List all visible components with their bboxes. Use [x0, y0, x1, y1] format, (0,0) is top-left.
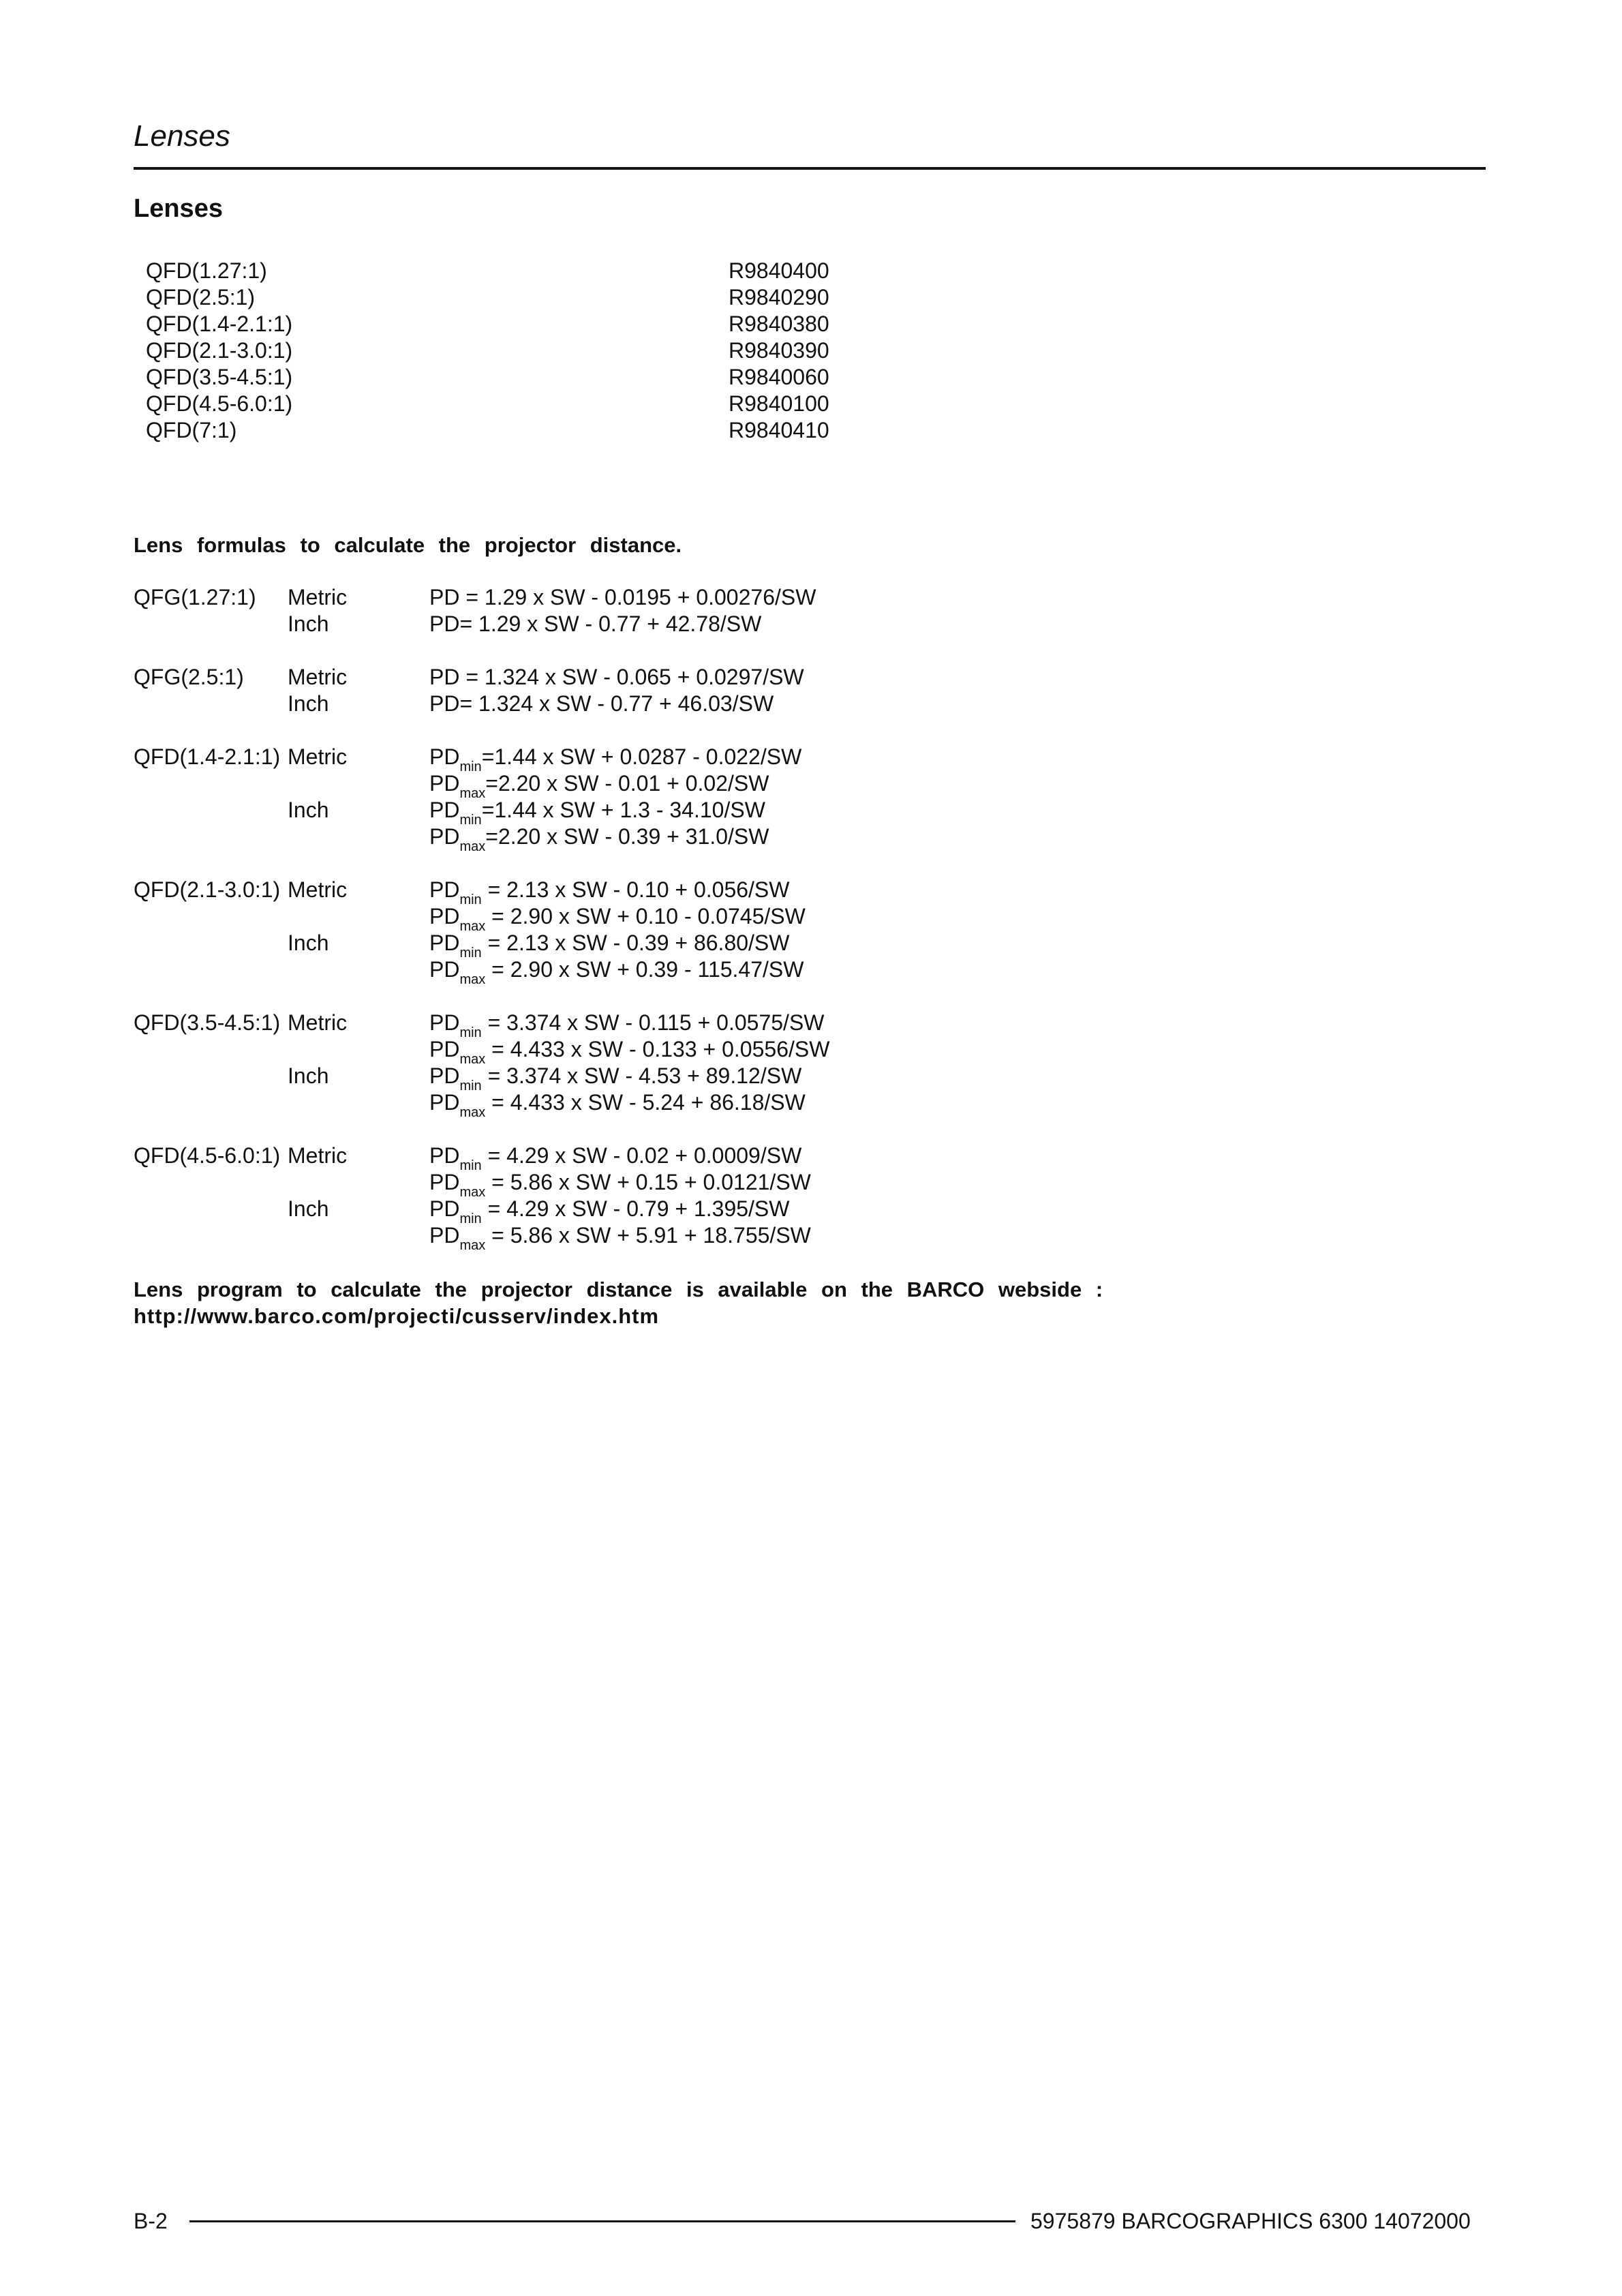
- lens-order-code: R9840410: [729, 418, 829, 442]
- lens-row: [146, 284, 896, 311]
- distance-formula: [429, 1222, 811, 1253]
- pd-symbol: PD: [429, 611, 460, 636]
- formula-row: [134, 1010, 1088, 1040]
- pd-symbol: PD: [429, 1223, 460, 1248]
- formula-expression: = 4.29 x SW - 0.79 + 1.395/SW: [481, 1196, 790, 1221]
- unit-label: Metric: [288, 585, 348, 609]
- distance-formula: [429, 903, 806, 934]
- unit-label: Metric: [288, 877, 348, 902]
- lens-name: QFD(1.4-2.1:1): [146, 312, 293, 336]
- pd-subscript: min: [459, 1158, 482, 1173]
- formula-expression: =2.20 x SW - 0.39 + 31.0/SW: [485, 824, 769, 849]
- lens-row: [146, 311, 896, 337]
- page-number: B-2: [134, 2209, 168, 2233]
- lens-model: QFD(3.5-4.5:1): [134, 1010, 281, 1035]
- formula-row: [134, 956, 1088, 987]
- unit-label: Inch: [288, 691, 329, 716]
- distance-formula: [429, 1196, 790, 1226]
- lens-name: QFD(2.1-3.0:1): [146, 338, 293, 363]
- pd-symbol: PD: [429, 931, 460, 955]
- formula-expression: =2.20 x SW - 0.01 + 0.02/SW: [485, 771, 769, 796]
- footer-note: [134, 1276, 1103, 1329]
- unit-label: Metric: [288, 1143, 348, 1168]
- pd-symbol: PD: [429, 1196, 460, 1221]
- distance-formula: [429, 824, 769, 854]
- pd-symbol: PD: [429, 957, 460, 982]
- formula-expression: = 1.324 x SW - 0.065 + 0.0297/SW: [459, 665, 804, 689]
- pd-symbol: PD: [429, 824, 460, 849]
- lens-name: QFD(4.5-6.0:1): [146, 391, 293, 416]
- pd-subscript: max: [459, 1185, 486, 1200]
- lens-row: [146, 364, 896, 391]
- pd-symbol: PD: [429, 691, 460, 716]
- formula-table: [134, 584, 1088, 1275]
- running-header: Lenses: [134, 119, 230, 153]
- formula-row: [134, 744, 1088, 774]
- pd-subscript: max: [459, 1105, 486, 1120]
- formula-expression: = 4.29 x SW - 0.02 + 0.0009/SW: [481, 1143, 802, 1168]
- lens-list: [146, 258, 896, 444]
- formula-expression: = 2.13 x SW - 0.39 + 86.80/SW: [481, 931, 790, 955]
- pd-symbol: PD: [429, 665, 460, 689]
- formula-expression: = 5.86 x SW + 5.91 + 18.755/SW: [485, 1223, 811, 1248]
- formula-expression: =1.44 x SW + 0.0287 - 0.022/SW: [481, 744, 802, 769]
- unit-label: Inch: [288, 1063, 329, 1088]
- pd-subscript: min: [459, 813, 482, 828]
- pd-subscript: min: [459, 1211, 482, 1226]
- pd-subscript: min: [459, 759, 482, 774]
- formula-row: [134, 1196, 1088, 1226]
- pd-subscript: min: [459, 1025, 482, 1040]
- pd-symbol: PD: [429, 1170, 460, 1194]
- formula-row: [134, 611, 1088, 637]
- lens-name: QFD(7:1): [146, 418, 237, 442]
- formula-expression: = 2.13 x SW - 0.10 + 0.056/SW: [481, 877, 790, 902]
- formula-expression: = 2.90 x SW + 0.39 - 115.47/SW: [485, 957, 804, 982]
- formula-row: [134, 797, 1088, 828]
- unit-label: Metric: [288, 744, 348, 769]
- barco-url-link[interactable]: http://www.barco.com/projecti/cusserv/index.htm: [134, 1304, 660, 1328]
- formula-row: [134, 1036, 1088, 1067]
- lens-order-code: R9840100: [729, 391, 829, 416]
- pd-subscript: max: [459, 786, 486, 801]
- pd-symbol: PD: [429, 1063, 460, 1088]
- formula-row: [134, 1063, 1088, 1093]
- formula-group: [134, 744, 1088, 854]
- formula-expression: = 4.433 x SW - 0.133 + 0.0556/SW: [485, 1037, 830, 1061]
- unit-label: Metric: [288, 665, 348, 689]
- lens-model: QFD(2.1-3.0:1): [134, 877, 281, 902]
- formula-row: [134, 903, 1088, 934]
- lens-order-code: R9840060: [729, 365, 829, 389]
- distance-formula: [429, 664, 804, 691]
- lens-order-code: R9840380: [729, 312, 829, 336]
- lens-row: [146, 417, 896, 444]
- distance-formula: [429, 1089, 806, 1120]
- pd-subscript: max: [459, 972, 486, 987]
- pd-subscript: max: [459, 839, 486, 854]
- lens-name: QFD(1.27:1): [146, 258, 267, 283]
- pd-symbol: PD: [429, 798, 460, 822]
- distance-formula: [429, 1169, 811, 1200]
- distance-formula: [429, 1036, 830, 1067]
- distance-formula: [429, 956, 804, 987]
- unit-label: Inch: [288, 1196, 329, 1221]
- formula-row: [134, 1089, 1088, 1120]
- header-rule: [134, 167, 1486, 170]
- pd-symbol: PD: [429, 744, 460, 769]
- formula-expression: =1.44 x SW + 1.3 - 34.10/SW: [481, 798, 765, 822]
- unit-label: Inch: [288, 931, 329, 955]
- formula-group: [134, 877, 1088, 987]
- lens-row: [146, 337, 896, 364]
- formula-row: [134, 691, 1088, 717]
- formula-expression: = 3.374 x SW - 0.115 + 0.0575/SW: [481, 1010, 825, 1035]
- distance-formula: [429, 770, 769, 801]
- formula-expression: = 3.374 x SW - 4.53 + 89.12/SW: [481, 1063, 802, 1088]
- distance-formula: [429, 611, 761, 637]
- formula-row: [134, 584, 1088, 611]
- distance-formula: [429, 691, 774, 717]
- formula-expression: = 5.86 x SW + 0.15 + 0.0121/SW: [485, 1170, 811, 1194]
- formula-group: [134, 1143, 1088, 1253]
- pd-symbol: PD: [429, 585, 460, 609]
- formula-row: [134, 1169, 1088, 1200]
- distance-formula: [429, 1143, 802, 1173]
- lens-name: QFD(3.5-4.5:1): [146, 365, 293, 389]
- pd-subscript: min: [459, 946, 482, 961]
- distance-formula: [429, 877, 790, 907]
- distance-formula: [429, 1010, 825, 1040]
- formula-row: [134, 877, 1088, 907]
- pd-symbol: PD: [429, 1143, 460, 1168]
- lens-model: QFD(4.5-6.0:1): [134, 1143, 281, 1168]
- pd-subscript: min: [459, 892, 482, 907]
- lens-order-code: R9840390: [729, 338, 829, 363]
- pd-subscript: max: [459, 919, 486, 934]
- distance-formula: [429, 1063, 802, 1093]
- pd-subscript: max: [459, 1238, 486, 1253]
- formula-row: [134, 664, 1088, 691]
- lens-order-code: R9840400: [729, 258, 829, 283]
- distance-formula: [429, 744, 802, 774]
- lens-row: [146, 391, 896, 417]
- distance-formula: [429, 797, 765, 828]
- pd-symbol: PD: [429, 877, 460, 902]
- lens-model: QFD(1.4-2.1:1): [134, 744, 281, 769]
- lens-name: QFD(2.5:1): [146, 285, 256, 309]
- formula-expression: = 1.29 x SW - 0.77 + 42.78/SW: [459, 611, 762, 636]
- formula-expression: = 1.29 x SW - 0.0195 + 0.00276/SW: [459, 585, 816, 609]
- unit-label: Inch: [288, 611, 329, 636]
- formula-group: [134, 584, 1088, 637]
- formula-expression: = 4.433 x SW - 5.24 + 86.18/SW: [485, 1090, 806, 1115]
- unit-label: Inch: [288, 798, 329, 822]
- footer-note-text: Lens program to calculate the projector distance is available on the BARCO webside :: [134, 1278, 1103, 1301]
- formula-row: [134, 1143, 1088, 1173]
- pd-subscript: min: [459, 1078, 482, 1093]
- pd-symbol: PD: [429, 1037, 460, 1061]
- formula-row: [134, 930, 1088, 961]
- formula-group: [134, 664, 1088, 717]
- formula-group: [134, 1010, 1088, 1120]
- document-id: 5975879 BARCOGRAPHICS 6300 14072000: [1030, 2209, 1471, 2233]
- distance-formula: [429, 584, 816, 611]
- formula-row: [134, 1222, 1088, 1253]
- formula-expression: = 2.90 x SW + 0.10 - 0.0745/SW: [485, 904, 806, 928]
- footer-rule: [189, 2220, 1015, 2222]
- formula-row: [134, 770, 1088, 801]
- formulas-heading: Lens formulas to calculate the projector distance.: [134, 533, 682, 557]
- pd-subscript: max: [459, 1052, 486, 1067]
- section-title: Lenses: [134, 194, 223, 223]
- pd-symbol: PD: [429, 904, 460, 928]
- pd-symbol: PD: [429, 1090, 460, 1115]
- pd-symbol: PD: [429, 771, 460, 796]
- formula-expression: = 1.324 x SW - 0.77 + 46.03/SW: [459, 691, 774, 716]
- lens-row: [146, 258, 896, 284]
- formula-row: [134, 824, 1088, 854]
- lens-model: QFG(2.5:1): [134, 665, 244, 689]
- distance-formula: [429, 930, 790, 961]
- unit-label: Metric: [288, 1010, 348, 1035]
- lens-order-code: R9840290: [729, 285, 829, 309]
- pd-symbol: PD: [429, 1010, 460, 1035]
- lens-model: QFG(1.27:1): [134, 585, 256, 609]
